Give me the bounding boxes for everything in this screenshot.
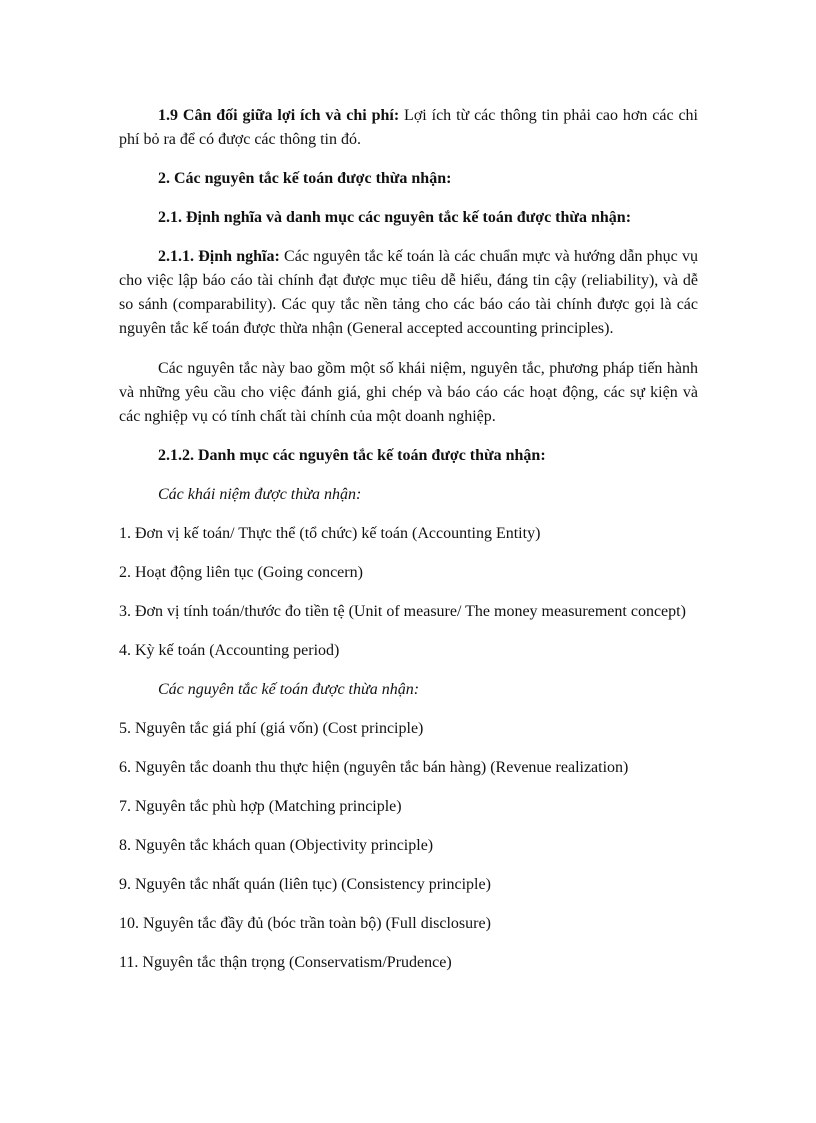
concepts-label: Các khái niệm được thừa nhận:: [158, 486, 362, 503]
principles-label: Các nguyên tắc kế toán được thừa nhận:: [158, 681, 420, 698]
text-2-1-1: Các nguyên tắc kế toán là các chuẩn mực và hướng dẫn phục vụ cho việc lập báo cáo tài chính đạt được mục tiêu dễ hiểu, đáng tin cậy (reliability), và dễ so sánh (comparability). Các quy tắc nền tảng cho các báo cáo tài chính được gọi là các nguyên tắc kế toán được thừa nhận (General accepted accounting principles).: [119, 248, 698, 337]
list-item: 7. Nguyên tắc phù hợp (Matching principle): [119, 798, 402, 815]
text-1-9: Lợi ích từ các thông tin phải cao hơn các chi phí bỏ ra để có được các thông tin đó.: [119, 107, 698, 148]
document-page: [119, 104, 698, 975]
list-item: 5. Nguyên tắc giá phí (giá vốn) (Cost principle): [119, 720, 424, 737]
paragraph-2-1-1-second: Các nguyên tắc này bao gồm một số khái niệm, nguyên tắc, phương pháp tiến hành và những yêu cầu cho việc đánh giá, ghi chép và báo cáo các hoạt động, các sự kiện và các nghiệp vụ có tính chất tài chính của một doanh nghiệp.: [119, 360, 698, 425]
list-item: 9. Nguyên tắc nhất quán (liên tục) (Consistency principle): [119, 876, 491, 893]
list-item: 11. Nguyên tắc thận trọng (Conservatism/Prudence): [119, 954, 452, 971]
paragraph-2-1-1: [119, 245, 698, 341]
heading-2-1-1: 2.1.1. Định nghĩa:: [158, 248, 280, 265]
list-item: 10. Nguyên tắc đầy đủ (bóc trần toàn bộ) (Full disclosure): [119, 915, 491, 932]
paragraph-1-9: [119, 104, 698, 152]
list-item: 8. Nguyên tắc khách quan (Objectivity principle): [119, 837, 434, 854]
heading-2-1-2: 2.1.2. Danh mục các nguyên tắc kế toán được thừa nhận:: [158, 447, 546, 464]
list-item: 4. Kỳ kế toán (Accounting period): [119, 642, 340, 659]
list-item: 1. Đơn vị kế toán/ Thực thể (tổ chức) kế toán (Accounting Entity): [119, 525, 541, 542]
heading-1-9: 1.9 Cân đối giữa lợi ích và chi phí:: [158, 107, 400, 124]
list-item: 6. Nguyên tắc doanh thu thực hiện (nguyên tắc bán hàng) (Revenue realization): [119, 759, 629, 776]
list-item: 2. Hoạt động liên tục (Going concern): [119, 564, 363, 581]
heading-2: 2. Các nguyên tắc kế toán được thừa nhận:: [158, 170, 452, 187]
list-item: 3. Đơn vị tính toán/thước đo tiền tệ (Unit of measure/ The money measurement concept): [119, 603, 686, 620]
heading-2-1: 2.1. Định nghĩa và danh mục các nguyên tắc kế toán được thừa nhận:: [158, 209, 632, 226]
